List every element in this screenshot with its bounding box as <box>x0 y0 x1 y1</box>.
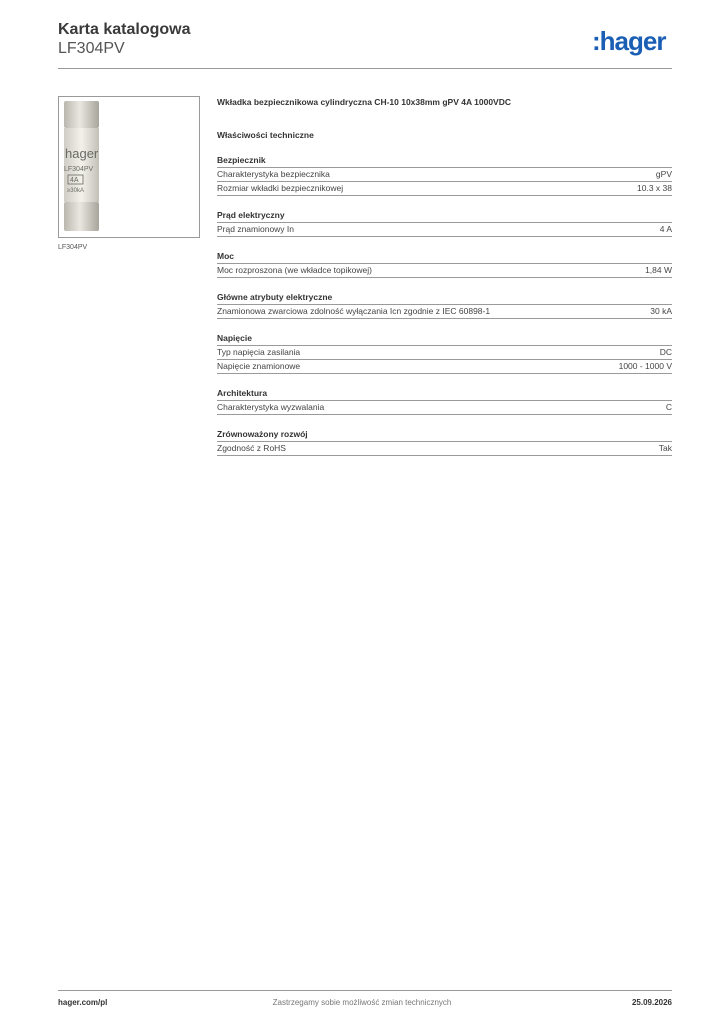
property-row <box>217 168 672 182</box>
hager-logo-text: :hager <box>592 27 666 56</box>
section-sustainability <box>217 429 672 456</box>
property-row <box>217 264 672 278</box>
property-label: Rozmiar wkładki bezpiecznikowej <box>217 183 344 193</box>
property-row <box>217 360 672 374</box>
section-title: Moc <box>217 251 672 264</box>
property-row <box>217 182 672 196</box>
fuse-marking-breaking: ≥30kA <box>67 188 84 194</box>
property-value: 1000 - 1000 V <box>618 361 672 371</box>
properties-heading: Właściwości techniczne <box>217 130 314 140</box>
fuse-image <box>59 97 199 237</box>
property-row <box>217 442 672 456</box>
property-label: Napięcie znamionowe <box>217 361 301 371</box>
property-value: 30 kA <box>650 306 672 316</box>
property-label: Prąd znamionowy In <box>217 224 295 234</box>
property-value: 10.3 x 38 <box>637 183 672 193</box>
section-title: Napięcie <box>217 333 672 346</box>
hager-logo <box>592 27 674 57</box>
section-title: Zrównoważony rozwój <box>217 429 672 442</box>
property-row <box>217 305 672 319</box>
product-code-title: LF304PV <box>58 40 125 57</box>
property-value: C <box>665 402 672 412</box>
product-description: Wkładka bezpiecznikowa cylindryczna CH-10 10x38mm gPV 4A 1000VDC <box>217 97 512 107</box>
property-label: Typ napięcia zasilania <box>217 347 301 357</box>
property-value: 1,84 W <box>645 265 672 275</box>
section-power <box>217 251 672 278</box>
fuse-marking-rating: 4A <box>70 177 79 184</box>
content-column <box>217 96 672 456</box>
section-title: Bezpiecznik <box>217 155 672 168</box>
section-current <box>217 210 672 237</box>
section-voltage <box>217 333 672 374</box>
property-label: Moc rozproszona (we wkładce topikowej) <box>217 265 372 275</box>
property-value: Tak <box>658 443 672 453</box>
section-title: Prąd elektryczny <box>217 210 672 223</box>
image-caption: LF304PV <box>58 244 88 251</box>
property-label: Charakterystyka bezpiecznika <box>217 169 330 179</box>
property-label: Zgodność z RoHS <box>217 443 286 453</box>
footer-disclaimer: Zastrzegamy sobie możliwość zmian technicznych <box>272 998 452 1007</box>
section-electrical <box>217 292 672 319</box>
property-value: gPV <box>655 169 672 179</box>
section-architecture <box>217 388 672 415</box>
property-row <box>217 346 672 360</box>
fuse-marking-brand: hager <box>65 146 99 161</box>
property-value: DC <box>659 347 672 357</box>
property-row <box>217 401 672 415</box>
property-value: 4 A <box>659 224 672 234</box>
property-row <box>217 223 672 237</box>
section-fuse <box>217 155 672 196</box>
footer-divider <box>58 990 672 991</box>
footer-website: hager.com/pl <box>58 998 108 1007</box>
section-title: Architektura <box>217 388 672 401</box>
product-image-frame <box>58 96 200 238</box>
section-title: Główne atrybuty elektryczne <box>217 292 672 305</box>
document-title: Karta katalogowa <box>58 21 191 38</box>
property-label: Charakterystyka wyzwalania <box>217 402 325 412</box>
fuse-marking-code: LF304PV <box>64 166 94 173</box>
footer-date: 25.09.2026 <box>631 998 672 1007</box>
property-label: Znamionowa zwarciowa zdolność wyłączania Icn zgodnie z IEC 60898-1 <box>217 306 491 316</box>
header-divider <box>58 68 672 69</box>
